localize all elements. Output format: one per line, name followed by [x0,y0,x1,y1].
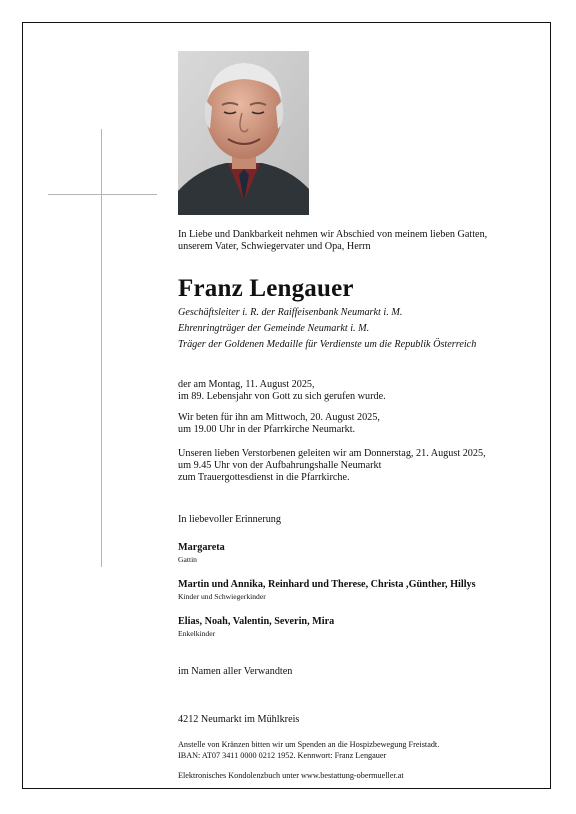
prayer-line-2: um 19.00 Uhr in der Pfarrkirche Neumarkt. [178,424,356,435]
intro-line-2: unserem Vater, Schwiegervater und Opa, Herrn [178,241,371,252]
mourner-names-1: Margareta [178,542,225,553]
death-line-2: im 89. Lebensjahr von Gott zu sich gerufen wurde. [178,391,386,402]
mourner-relation-2: Kinder und Schwiegerkinder [178,592,266,601]
donation-line-1: Anstelle von Kränzen bitten wir um Spenden an die Hospizbewegung Freistadt. [178,740,440,749]
condolence-line: Elektronisches Kondolenzbuch unter www.bestattung-obermueller.at [178,771,404,780]
place-line: 4212 Neumarkt im Mühlkreis [178,714,300,725]
memory-line: In liebevoller Erinnerung [178,514,281,525]
title-line-1: Geschäftsleiter i. R. der Raiffeisenbank Neumarkt i. M. [178,307,403,318]
intro-line-1: In Liebe und Dankbarkeit nehmen wir Abschied von meinem lieben Gatten, [178,229,488,240]
mourner-names-2: Martin und Annika, Reinhard und Therese, Christa ,Günther, Hillys [178,579,476,590]
mourner-relation-1: Gattin [178,555,197,564]
funeral-line-3: zum Trauergottesdienst in die Pfarrkirche. [178,472,350,483]
prayer-line-1: Wir beten für ihn am Mittwoch, 20. August 2025, [178,412,380,423]
title-line-2: Ehrenringträger der Gemeinde Neumarkt i. M. [178,323,370,334]
portrait-illustration [178,51,309,215]
portrait-photo [178,51,309,215]
death-line-1: der am Montag, 11. August 2025, [178,379,315,390]
deceased-name: Franz Lengauer [178,275,354,302]
obituary-card [22,22,551,789]
mourner-names-3: Elias, Noah, Valentin, Severin, Mira [178,616,335,627]
relatives-line: im Namen aller Verwandten [178,666,293,677]
mourner-relation-3: Enkelkinder [178,629,216,638]
donation-line-2: IBAN: AT07 3411 0000 0212 1952. Kennwort: Franz Lengauer [178,751,387,760]
funeral-line-1: Unseren lieben Verstorbenen geleiten wir am Donnerstag, 21. August 2025, [178,448,486,459]
cross-icon-horizontal [48,194,157,195]
title-line-3: Träger der Goldenen Medaille für Verdienste um die Republik Österreich [178,339,477,350]
funeral-line-2: um 9.45 Uhr von der Aufbahrungshalle Neumarkt [178,460,382,471]
